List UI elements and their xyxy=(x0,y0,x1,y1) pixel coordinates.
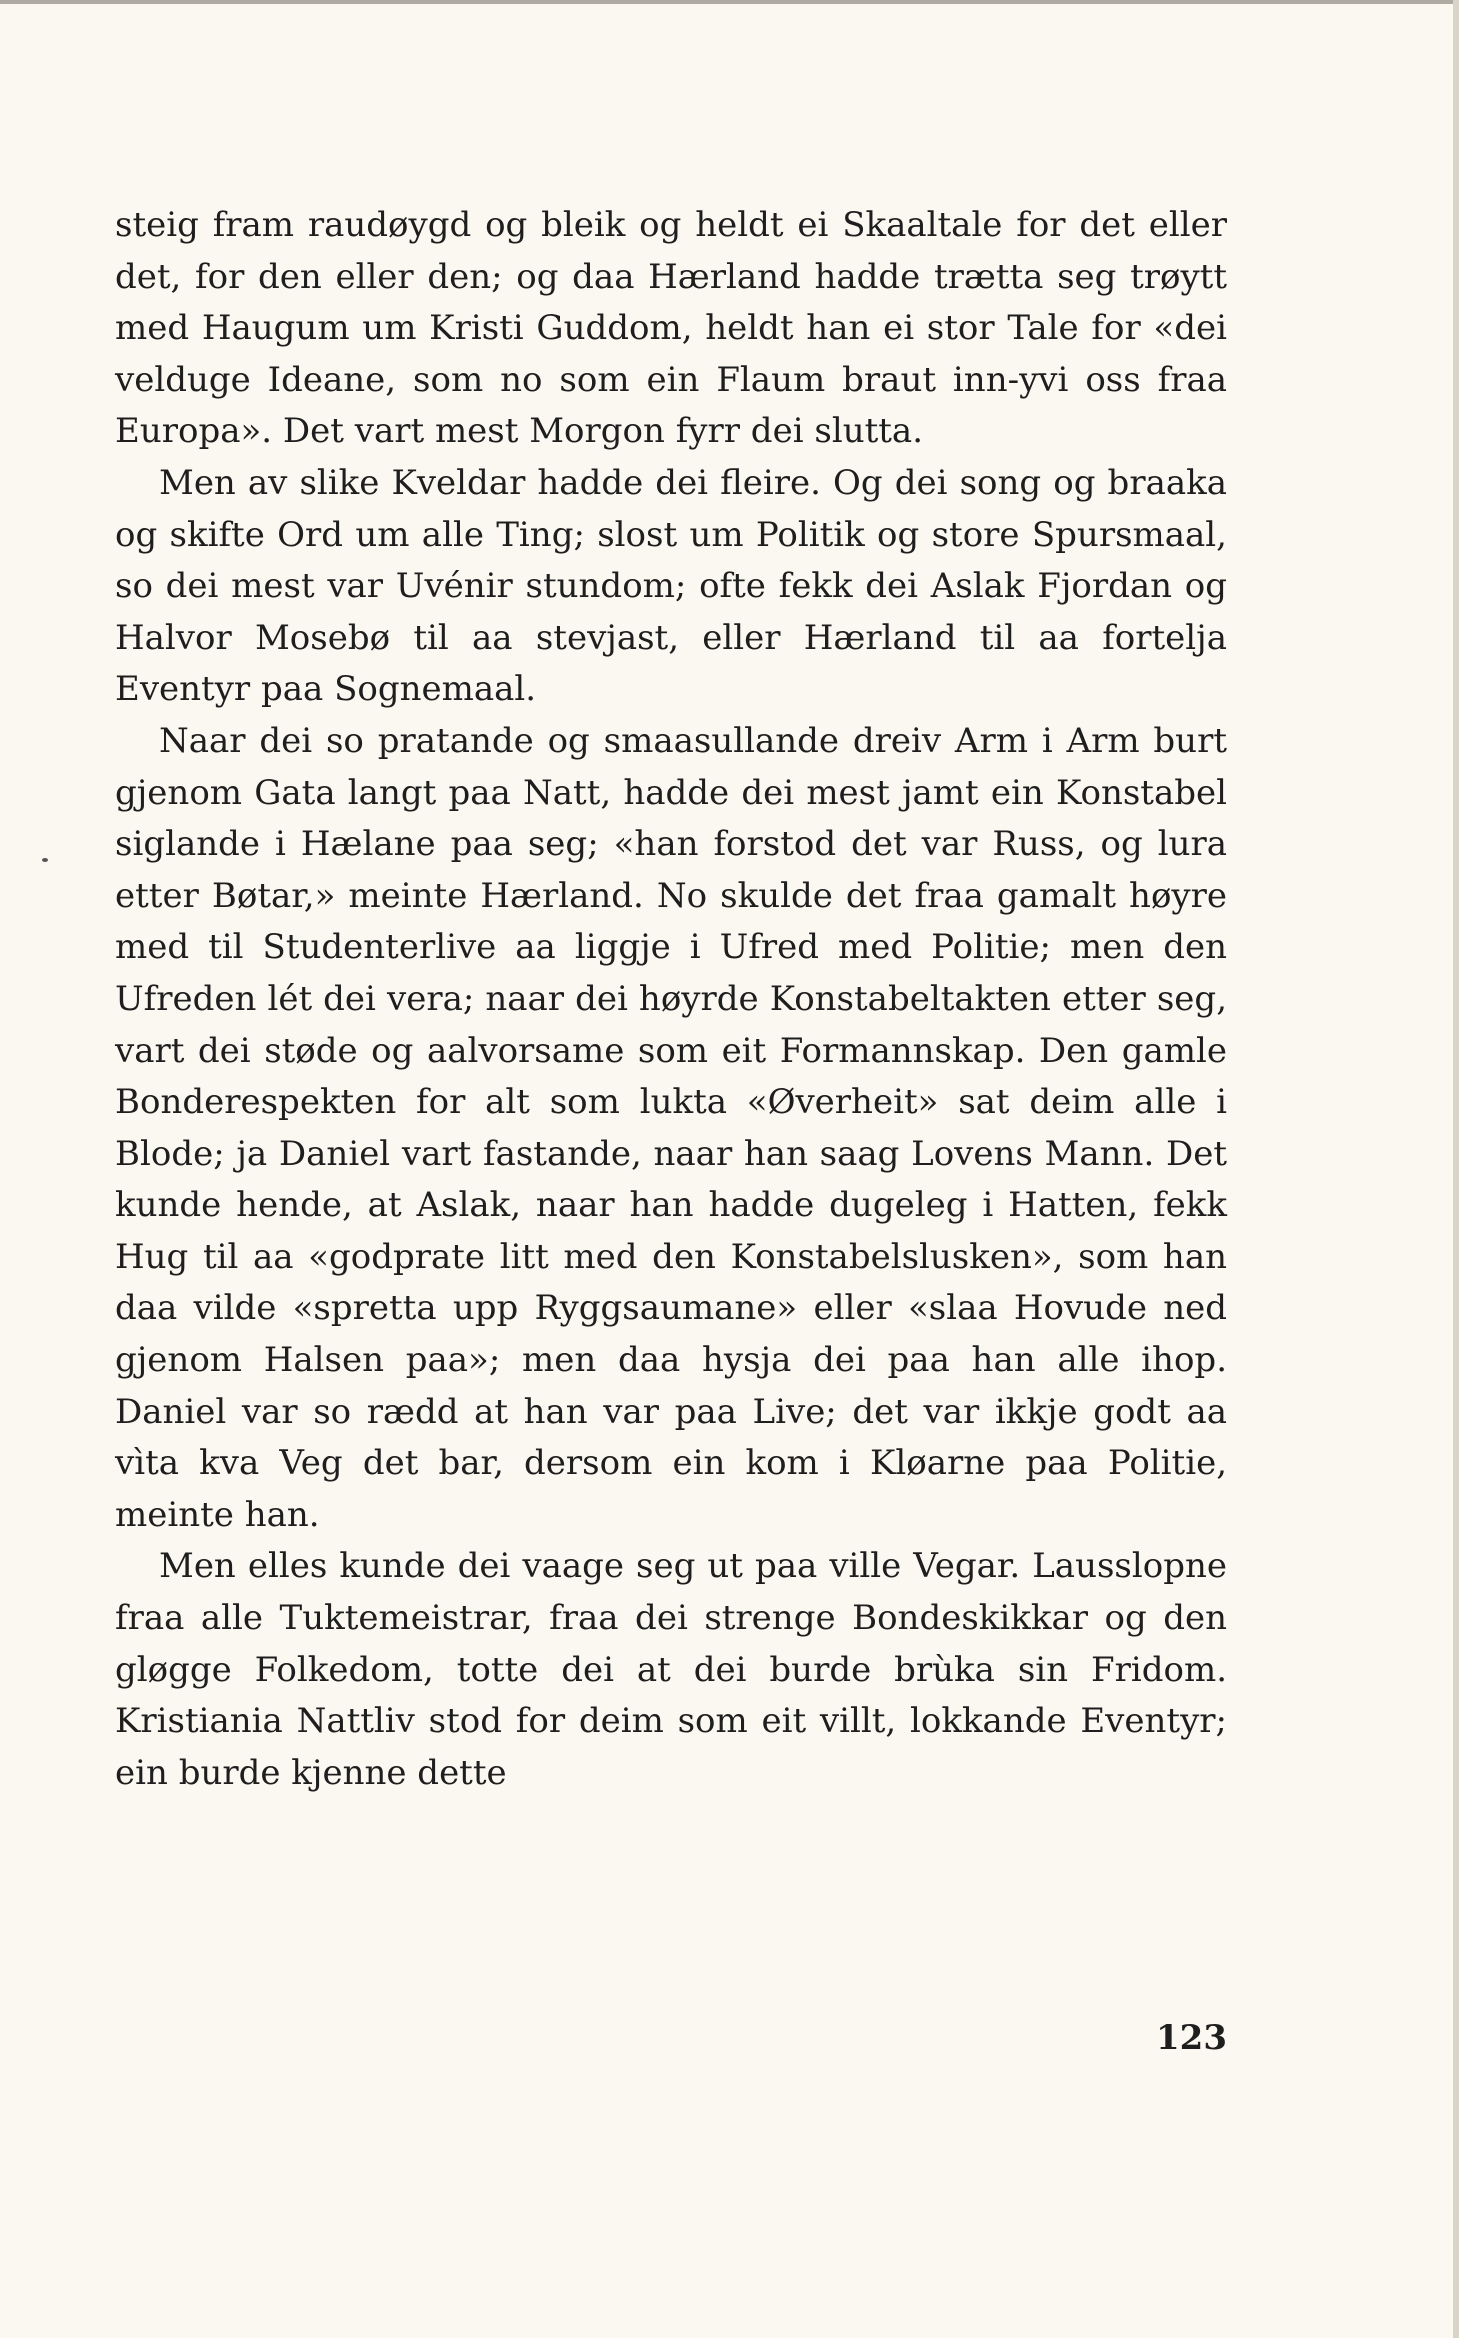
paragraph-1: steig fram raudøygd og bleik og heldt ei Skaaltale for det eller det, for den eller den; og daa Hærland hadde trætta seg trøytt med Haugum um Kristi Guddom, heldt han ei stor Tale for «dei velduge Ideane, som no som ein Flaum braut inn-yvi oss fraa Europa». Det vart mest Morgon fyrr dei slutta. xyxy=(115,205,1227,452)
paragraph-2: Men av slike Kveldar hadde dei fleire. Og dei song og braaka og skifte Ord um alle Ting; slost um Politik og store Spursmaal, so dei mest var Uvénir stundom; ofte fekk dei Aslak Fjordan og Halvor Mosebø til aa stevjast, eller Hærland til aa fortelja Eventyr paa Sognemaal. xyxy=(115,462,1227,710)
ink-speck xyxy=(42,858,48,862)
paragraph-4: Men elles kunde dei vaage seg ut paa ville Vegar. Lausslopne fraa alle Tuktemeistrar, fraa dei strenge Bondeskikkar og den gløgge Folkedom, totte dei at dei burde brùka sin Fridom. Kristiania Nattliv stod for deim som eit villt, lokkande Eventyr; ein burde kjenne dette xyxy=(115,1546,1227,1793)
paragraph-3: Naar dei so pratande og smaasullande dreiv Arm i Arm burt gjenom Gata langt paa Natt, hadde dei mest jamt ein Konstabel siglande i Hælane paa seg; «han forstod det var Russ, og lura etter Bøtar,» meinte Hærland. No skulde det fraa gamalt høyre med til Studenterlive aa liggje i Ufred med Politie; men den Ufreden lét dei vera; naar dei høyrde Konstabeltakten etter seg, vart dei støde og aalvorsame som eit Formannskap. Den gamle Bonderespekten for alt som lukta «Øverheit» sat deim alle i Blode; ja Daniel vart fastande, naar han saag Lovens Mann. Det kunde hende, at Aslak, naar han hadde dugeleg i Hatten, fekk Hug til aa «godprate litt med den Konstabelslusken», som han daa vilde «spretta upp Ryggsaumane» eller «slaa Hovude ned gjenom Halsen paa»; men daa hysja dei paa han alle ihop. Daniel var so rædd at han var paa Live; det var ikkje godt aa vìta kva Veg det bar, dersom ein kom i Kløarne paa Politie, meinte han. xyxy=(115,720,1227,1535)
page-number: 123 xyxy=(1156,2018,1227,2058)
body-text xyxy=(115,200,1227,1799)
